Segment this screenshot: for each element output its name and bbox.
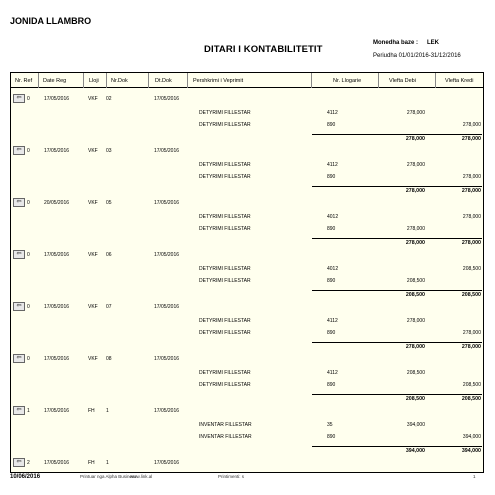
line-account: 35 xyxy=(327,422,333,428)
entry-ref: 0 xyxy=(27,96,30,102)
line-description: DETYRIMI FILLESTAR xyxy=(199,382,251,388)
entry-total-credit: 208,500 xyxy=(461,292,481,298)
line-account: 4012 xyxy=(327,214,339,220)
line-account: 890 xyxy=(327,330,336,336)
line-description: DETYRIMI FILLESTAR xyxy=(199,214,251,220)
line-account: 4112 xyxy=(327,162,338,168)
line-description: DETYRIMI FILLESTAR xyxy=(199,174,251,180)
line-debit: 208,500 xyxy=(406,278,425,284)
entry-total-debit: 278,000 xyxy=(405,188,425,194)
entry-total-credit: 394,000 xyxy=(461,448,481,454)
col-dt-dok: Dt.Dok xyxy=(155,78,172,84)
entry-date-reg: 17/05/2016 xyxy=(44,252,70,258)
entry-dt-dok: 17/05/2016 xyxy=(154,200,180,206)
entry-total-debit: 208,500 xyxy=(405,292,425,298)
entry-ref: 0 xyxy=(27,356,30,362)
line-description: INVENTAR FILLESTAR xyxy=(199,422,252,428)
line-account: 4112 xyxy=(327,318,338,324)
footer-printed-by: Printimenti: s xyxy=(218,474,245,479)
entry-dt-dok: 17/05/2016 xyxy=(154,252,180,258)
line-description: DETYRIMI FILLESTAR xyxy=(199,278,251,284)
line-account: 890 xyxy=(327,226,336,232)
entry-nr-dok: 06 xyxy=(106,252,112,258)
base-currency-label: Monedha baze : xyxy=(373,40,419,46)
entry-date-reg: 17/05/2016 xyxy=(44,460,70,466)
entry-date-reg: 17/05/2016 xyxy=(44,96,70,102)
open-entry-button[interactable]: ⇦ xyxy=(13,250,25,259)
journal-entry xyxy=(11,198,483,250)
line-description: DETYRIMI FILLESTAR xyxy=(199,226,251,232)
entry-date-reg: 20/05/2016 xyxy=(44,200,70,206)
open-entry-button[interactable]: ⇦ xyxy=(13,354,25,363)
line-description: INVENTAR FILLESTAR xyxy=(199,434,252,440)
line-credit: 208,500 xyxy=(462,266,481,272)
entry-total-credit: 208,500 xyxy=(461,396,481,402)
entry-type: VKF xyxy=(88,200,98,206)
journal-entry xyxy=(11,250,483,302)
line-debit: 278,000 xyxy=(406,226,425,232)
entry-date-reg: 17/05/2016 xyxy=(44,356,70,362)
line-debit: 394,000 xyxy=(406,422,425,428)
entry-ref: 2 xyxy=(27,460,30,466)
entry-total-credit: 278,000 xyxy=(461,136,481,142)
open-entry-button[interactable]: ⇦ xyxy=(13,458,25,467)
entry-total-debit: 208,500 xyxy=(405,396,425,402)
journal-entry xyxy=(11,354,483,406)
col-debit: Vlefta Debi xyxy=(389,78,416,84)
total-divider xyxy=(312,186,482,187)
line-description: DETYRIMI FILLESTAR xyxy=(199,318,251,324)
entry-date-reg: 17/05/2016 xyxy=(44,148,70,154)
entry-nr-dok: 05 xyxy=(106,200,112,206)
line-description: DETYRIMI FILLESTAR xyxy=(199,330,251,336)
total-divider xyxy=(312,394,482,395)
entry-nr-dok: 08 xyxy=(106,356,112,362)
col-type: Lloji xyxy=(89,78,99,84)
journal-entry xyxy=(11,406,483,458)
line-account: 4112 xyxy=(327,110,338,116)
entry-total-debit: 278,000 xyxy=(405,240,425,246)
line-debit: 208,500 xyxy=(406,370,425,376)
col-account: Nr. Llogarie xyxy=(333,78,362,84)
journal-sheet xyxy=(10,72,484,473)
line-account: 890 xyxy=(327,174,336,180)
entry-ref: 0 xyxy=(27,200,30,206)
col-date-reg: Date Reg xyxy=(43,78,67,84)
footer-software: Printuar nga Alpha Business xyxy=(80,474,137,479)
open-entry-button[interactable]: ⇦ xyxy=(13,94,25,103)
journal-entry xyxy=(11,94,483,146)
entry-type: VKF xyxy=(88,96,98,102)
entry-nr-dok: 1 xyxy=(106,460,109,466)
line-credit: 278,000 xyxy=(462,214,481,220)
entry-ref: 0 xyxy=(27,304,30,310)
line-credit: 208,500 xyxy=(462,382,481,388)
open-entry-button[interactable]: ⇦ xyxy=(13,198,25,207)
entry-ref: 0 xyxy=(27,252,30,258)
line-description: DETYRIMI FILLESTAR xyxy=(199,110,251,116)
open-entry-button[interactable]: ⇦ xyxy=(13,406,25,415)
entry-total-credit: 278,000 xyxy=(461,344,481,350)
total-divider xyxy=(312,290,482,291)
journal-entry xyxy=(11,146,483,198)
entry-total-debit: 278,000 xyxy=(405,136,425,142)
column-header-row xyxy=(11,73,483,88)
entry-total-debit: 278,000 xyxy=(405,344,425,350)
col-credit: Vlefta Kredi xyxy=(445,78,474,84)
journal-entry xyxy=(11,302,483,354)
total-divider xyxy=(312,342,482,343)
entry-type: VKF xyxy=(88,148,98,154)
line-debit: 278,000 xyxy=(406,318,425,324)
journal-entry xyxy=(11,458,483,473)
entry-total-credit: 278,000 xyxy=(461,240,481,246)
col-nr-ref: Nr. Ref xyxy=(15,78,33,84)
total-divider xyxy=(312,446,482,447)
entry-type: VKF xyxy=(88,304,98,310)
line-credit: 278,000 xyxy=(462,330,481,336)
entry-total-credit: 278,000 xyxy=(461,188,481,194)
entry-ref: 0 xyxy=(27,148,30,154)
line-description: DETYRIMI FILLESTAR xyxy=(199,162,251,168)
entry-dt-dok: 17/05/2016 xyxy=(154,408,180,414)
line-account: 890 xyxy=(327,278,336,284)
entry-total-debit: 394,000 xyxy=(405,448,425,454)
entry-ref: 1 xyxy=(27,408,30,414)
open-entry-button[interactable]: ⇦ xyxy=(13,146,25,155)
entry-nr-dok: 02 xyxy=(106,96,112,102)
entry-type: VKF xyxy=(88,252,98,258)
page-footer xyxy=(0,473,495,495)
line-credit: 278,000 xyxy=(462,174,481,180)
line-debit: 278,000 xyxy=(406,162,425,168)
line-account: 4112 xyxy=(327,370,338,376)
period-label: Periudha 01/01/2016-31/12/2016 xyxy=(373,53,461,59)
entry-date-reg: 17/05/2016 xyxy=(44,408,70,414)
open-entry-button[interactable]: ⇦ xyxy=(13,302,25,311)
entry-nr-dok: 1 xyxy=(106,408,109,414)
col-nr-dok: Nr.Dok xyxy=(111,78,128,84)
entry-nr-dok: 07 xyxy=(106,304,112,310)
line-description: DETYRIMI FILLESTAR xyxy=(199,122,251,128)
entry-type: FH xyxy=(88,408,95,414)
line-credit: 394,000 xyxy=(462,434,481,440)
footer-site: www.link.al xyxy=(130,474,153,479)
line-description: DETYRIMI FILLESTAR xyxy=(199,370,251,376)
entry-dt-dok: 17/05/2016 xyxy=(154,356,180,362)
entry-date-reg: 17/05/2016 xyxy=(44,304,70,310)
entry-dt-dok: 17/05/2016 xyxy=(154,304,180,310)
entry-dt-dok: 17/05/2016 xyxy=(154,96,180,102)
col-description: Pershkrimi i Veprimit xyxy=(193,78,244,84)
line-account: 890 xyxy=(327,434,336,440)
line-account: 890 xyxy=(327,382,336,388)
entry-dt-dok: 17/05/2016 xyxy=(154,460,180,466)
footer-date: 10/06/2016 xyxy=(10,474,41,480)
entry-nr-dok: 03 xyxy=(106,148,112,154)
line-credit: 278,000 xyxy=(462,122,481,128)
report-title: DITARI I KONTABILITETIT xyxy=(204,44,323,55)
company-name: JONIDA LLAMBRO xyxy=(10,16,92,26)
total-divider xyxy=(312,238,482,239)
line-debit: 278,000 xyxy=(406,110,425,116)
entry-type: VKF xyxy=(88,356,98,362)
total-divider xyxy=(312,134,482,135)
footer-page-number: 1 xyxy=(473,474,476,479)
entry-dt-dok: 17/05/2016 xyxy=(154,148,180,154)
line-description: DETYRIMI FILLESTAR xyxy=(199,266,251,272)
line-account: 890 xyxy=(327,122,336,128)
line-account: 4012 xyxy=(327,266,339,272)
entry-type: FH xyxy=(88,460,95,466)
base-currency-value: LEK xyxy=(427,40,439,46)
